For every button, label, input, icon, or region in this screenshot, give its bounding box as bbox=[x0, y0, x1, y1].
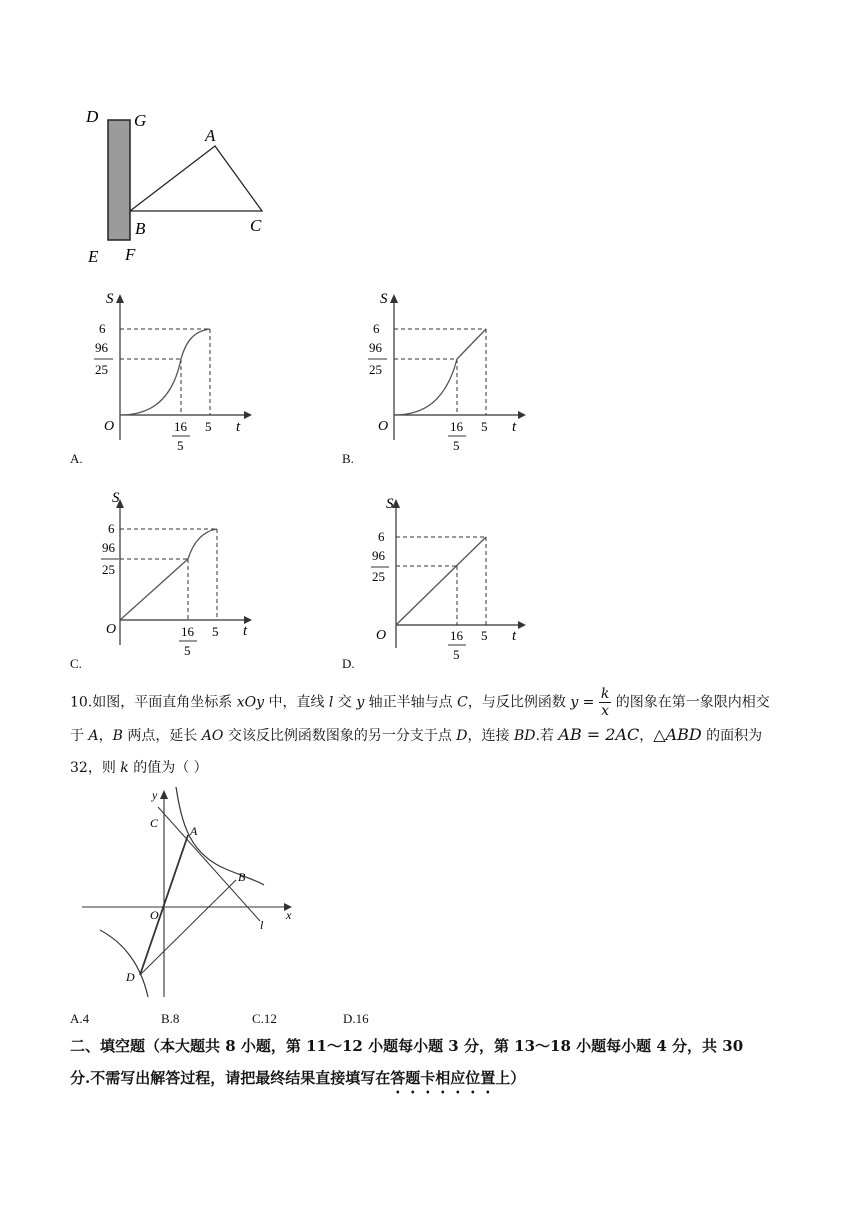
graph-b-yden: 25 bbox=[369, 362, 382, 377]
label-f: F bbox=[125, 245, 136, 264]
label-e: E bbox=[88, 247, 99, 266]
fig2-label-x: x bbox=[286, 908, 292, 922]
graph-c-svg bbox=[68, 490, 268, 660]
graph-b-s: S bbox=[380, 291, 388, 307]
graph-b-o: O bbox=[378, 419, 389, 434]
graph-b-xden: 5 bbox=[453, 438, 460, 453]
graph-d-xnum: 16 bbox=[450, 628, 463, 643]
graph-b-ynum: 96 bbox=[369, 340, 382, 355]
graph-b-xnum: 16 bbox=[450, 419, 463, 434]
answer-b: B.8 bbox=[161, 1011, 180, 1026]
graph-c-yden: 25 bbox=[102, 562, 115, 577]
option-graph-a bbox=[68, 285, 268, 470]
fig2-label-c: C bbox=[150, 816, 159, 830]
label-c: C bbox=[250, 216, 262, 235]
graph-d-t: t bbox=[512, 628, 517, 644]
emphasis-answer-card: 答题卡相应位置 bbox=[390, 1069, 496, 1087]
graph-c-xden: 5 bbox=[184, 643, 191, 658]
graph-a-yden: 25 bbox=[95, 362, 108, 377]
question-10-line2: 于 A，B 两点，延长 AO 交该反比例函数图象的另一分支于点 D，连接 BD.若 AB = 2AC，△ABD 的面积为 bbox=[70, 725, 763, 744]
fig2-label-b: B bbox=[238, 870, 246, 884]
graph-c-xnum: 16 bbox=[181, 624, 194, 639]
fig2-label-o: O bbox=[150, 908, 159, 922]
fig2-label-y: y bbox=[152, 788, 158, 802]
function-fraction: $\frac{k}{x}$ bbox=[600, 686, 610, 719]
graph-d-yden: 25 bbox=[372, 569, 385, 584]
graph-a-svg bbox=[68, 285, 268, 455]
option-c-label: C. bbox=[70, 656, 82, 671]
graph-d-o: O bbox=[376, 628, 387, 643]
section-2-line1: 二、填空题（本大题共 8 小题，第 11～12 小题每小题 3 分，第 13～18 小题每小题 4 分，共 30 bbox=[70, 1037, 744, 1055]
graph-a-t: t bbox=[236, 419, 241, 435]
graph-c-ynum: 96 bbox=[102, 540, 115, 555]
option-d-label: D. bbox=[342, 656, 355, 671]
figure-hyperbola bbox=[78, 785, 298, 1000]
graph-c-y6: 6 bbox=[108, 521, 115, 536]
graph-b-t: t bbox=[512, 419, 517, 435]
graph-b-y6: 6 bbox=[373, 321, 380, 336]
graph-c-s: S bbox=[112, 490, 120, 506]
graph-a-s: S bbox=[106, 291, 114, 307]
label-b: B bbox=[135, 219, 146, 238]
graph-d-svg bbox=[342, 490, 542, 660]
graph-a-o: O bbox=[104, 419, 115, 434]
wall-rect bbox=[108, 120, 130, 240]
graph-a-xnum: 16 bbox=[174, 419, 187, 434]
graph-b-svg bbox=[342, 285, 542, 455]
fig2-label-d: D bbox=[126, 970, 135, 984]
label-d: D bbox=[86, 107, 99, 126]
graph-a-x5: 5 bbox=[205, 419, 212, 434]
graph-d-y6: 6 bbox=[378, 529, 385, 544]
question-10-line1: 10.如图，平面直角坐标系 xOy 中，直线 l 交 y 轴正半轴与点 C，与反比例函数 y = $\frac{k}{x}$ 的图象在第一象限内相交 bbox=[70, 686, 770, 719]
graph-d-x5: 5 bbox=[481, 628, 488, 643]
graph-b-curve bbox=[394, 329, 486, 415]
graph-d-xden: 5 bbox=[453, 647, 460, 660]
option-graph-b bbox=[342, 285, 542, 470]
graph-d-line bbox=[396, 537, 486, 625]
graph-a-curve bbox=[120, 329, 210, 415]
fig2-label-l: l bbox=[260, 918, 264, 932]
question-10 bbox=[70, 686, 800, 784]
section-2-heading bbox=[70, 1030, 810, 1097]
option-graph-c bbox=[68, 490, 268, 675]
figure-wall-triangle bbox=[80, 100, 280, 270]
section-2-line2: 分.不需写出解答过程，请把最终结果直接填写在答题卡相应位置上） bbox=[70, 1069, 526, 1087]
graph-b-x5: 5 bbox=[481, 419, 488, 434]
line-l bbox=[158, 807, 260, 921]
option-graph-d bbox=[342, 490, 542, 675]
graph-a-y6: 6 bbox=[99, 321, 106, 336]
label-a: A bbox=[205, 126, 216, 145]
graph-a-ynum: 96 bbox=[95, 340, 108, 355]
hyperbola-branch-3 bbox=[100, 930, 148, 997]
answer-a: A.4 bbox=[70, 1011, 90, 1026]
fig2-label-a: A bbox=[190, 824, 198, 838]
answer-d: D.16 bbox=[343, 1011, 369, 1026]
label-g: G bbox=[134, 111, 147, 130]
question-10-line3: 32，则 k 的值为（ ） bbox=[70, 760, 208, 776]
graph-a-xden: 5 bbox=[177, 438, 184, 453]
option-b-label: B. bbox=[342, 451, 354, 466]
graph-c-t: t bbox=[243, 623, 248, 639]
option-a-label: A. bbox=[70, 451, 83, 466]
answer-choices bbox=[70, 1011, 470, 1029]
graph-c-o: O bbox=[106, 622, 117, 637]
answer-c: C.12 bbox=[252, 1011, 277, 1026]
graph-d-s: S bbox=[386, 496, 394, 512]
segment-bd bbox=[140, 880, 236, 975]
graph-c-curve bbox=[120, 529, 217, 620]
graph-d-ynum: 96 bbox=[372, 548, 385, 563]
graph-c-x5: 5 bbox=[212, 624, 219, 639]
triangle-abc bbox=[130, 146, 262, 211]
